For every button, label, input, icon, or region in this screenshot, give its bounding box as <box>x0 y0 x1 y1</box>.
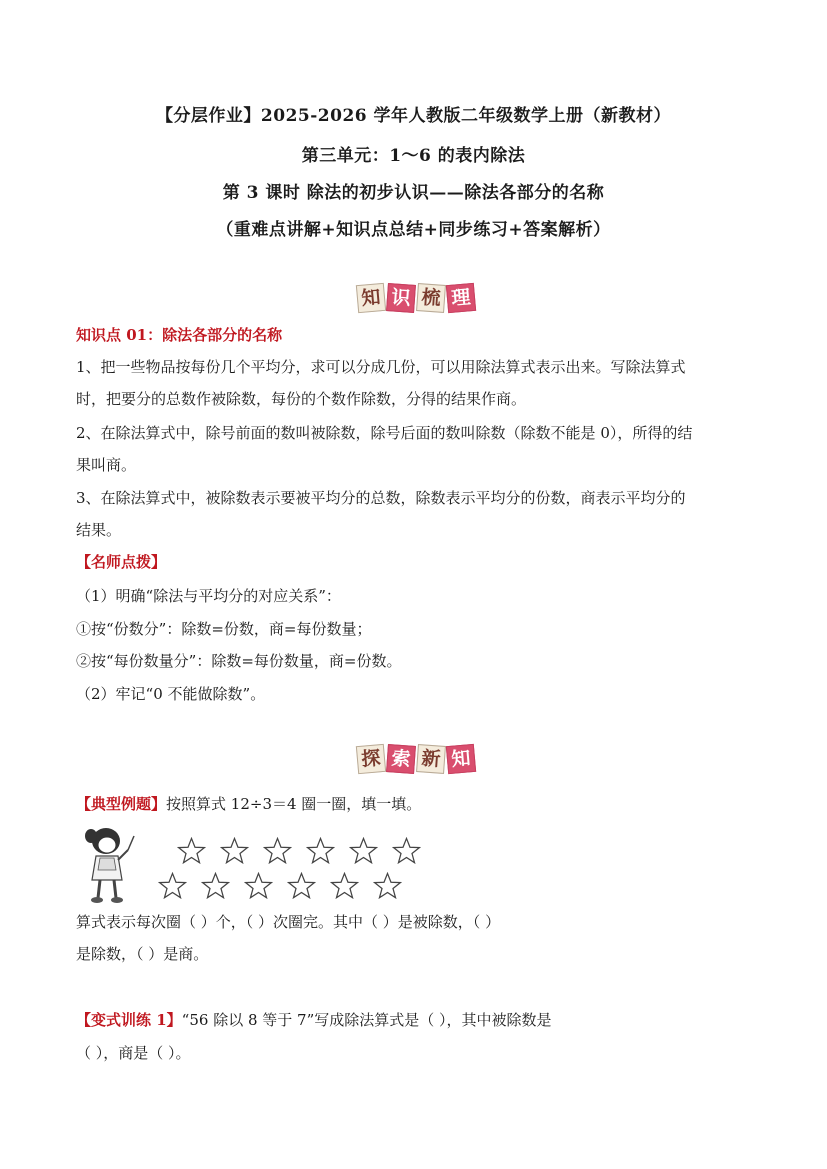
star-icon <box>244 872 273 900</box>
badge-char: 梳 <box>416 283 446 313</box>
tips-line: ①按“份数分”：除数=份数，商=每份数量； <box>76 620 372 638</box>
knowledge-p3-line1: 3、在除法算式中，被除数表示要被平均分的总数，除数表示平均分的份数，商表示平均分的 <box>76 489 686 507</box>
example-question <box>76 788 756 821</box>
knowledge-p1-line1: 1、把一些物品按每份几个平均分，求可以分成几份，可以用除法算式表示出来。写除法算式 <box>76 358 686 376</box>
star-icon <box>330 872 359 900</box>
knowledge-p2-line2: 果叫商。 <box>76 456 137 474</box>
knowledge-p1-line2: 时，把要分的总数作被除数，每份的个数作除数，分得的结果作商。 <box>76 390 527 408</box>
star-icon <box>177 837 206 865</box>
badge-char: 索 <box>386 744 416 774</box>
variant-label: 【变式训练 1】 <box>76 1011 182 1029</box>
knowledge-p3-line2: 结果。 <box>76 521 122 539</box>
star-icon <box>201 872 230 900</box>
star-row <box>158 872 402 900</box>
badge-char: 知 <box>356 283 386 313</box>
badge-char: 知 <box>446 744 476 774</box>
badge-char: 新 <box>416 744 446 774</box>
example-answer-line1: 算式表示每次圈（ ）个，（ ）次圈完。其中（ ）是被除数，（ ） <box>76 913 501 931</box>
star-icon <box>392 837 421 865</box>
star-icon <box>306 837 335 865</box>
doc-title: 【分层作业】2025-2026 学年人教版二年级数学上册（新教材） <box>155 106 672 126</box>
star-icon <box>373 872 402 900</box>
tips-line: （2）牢记“0 不能做除数”。 <box>76 685 266 703</box>
doc-subtitle: （重难点讲解+知识点总结+同步练习+答案解析） <box>216 220 611 240</box>
badge-char: 识 <box>386 283 416 313</box>
star-icon <box>158 872 187 900</box>
star-row <box>177 837 421 865</box>
variant-question <box>76 1004 756 1037</box>
lesson-title: 第 3 课时 除法的初步认识——除法各部分的名称 <box>222 183 605 203</box>
star-icon <box>263 837 292 865</box>
section-badge-knowledge <box>357 284 475 312</box>
star-icon <box>287 872 316 900</box>
example-prompt: 按照算式 12÷3＝4 圈一圈，填一填。 <box>166 795 422 813</box>
section-badge-explore <box>357 745 475 773</box>
unit-title: 第三单元：1～6 的表内除法 <box>301 146 526 166</box>
star-icon <box>349 837 378 865</box>
example-answer-line2: 是除数，（ ）是商。 <box>76 945 209 963</box>
example-label: 【典型例题】 <box>76 795 167 813</box>
badge-char: 理 <box>446 283 476 313</box>
badge-char: 探 <box>356 744 386 774</box>
tips-line: ②按“每份数量分”：除数=每份数量，商=份数。 <box>76 652 402 670</box>
girl-illustration <box>78 826 140 906</box>
knowledge-p2-line1: 2、在除法算式中，除号前面的数叫被除数，除号后面的数叫除数（除数不能是 0），所得的结 <box>76 424 693 442</box>
tips-line: （1）明确“除法与平均分的对应关系”： <box>76 587 341 605</box>
variant-line2: （ ），商是（ ）。 <box>76 1044 191 1062</box>
tips-heading: 【名师点拨】 <box>76 553 167 571</box>
knowledge-heading: 知识点 01：除法各部分的名称 <box>76 326 283 344</box>
star-icon <box>220 837 249 865</box>
variant-line1: “56 除以 8 等于 7”写成除法算式是（ ），其中被除数是 <box>181 1011 552 1029</box>
